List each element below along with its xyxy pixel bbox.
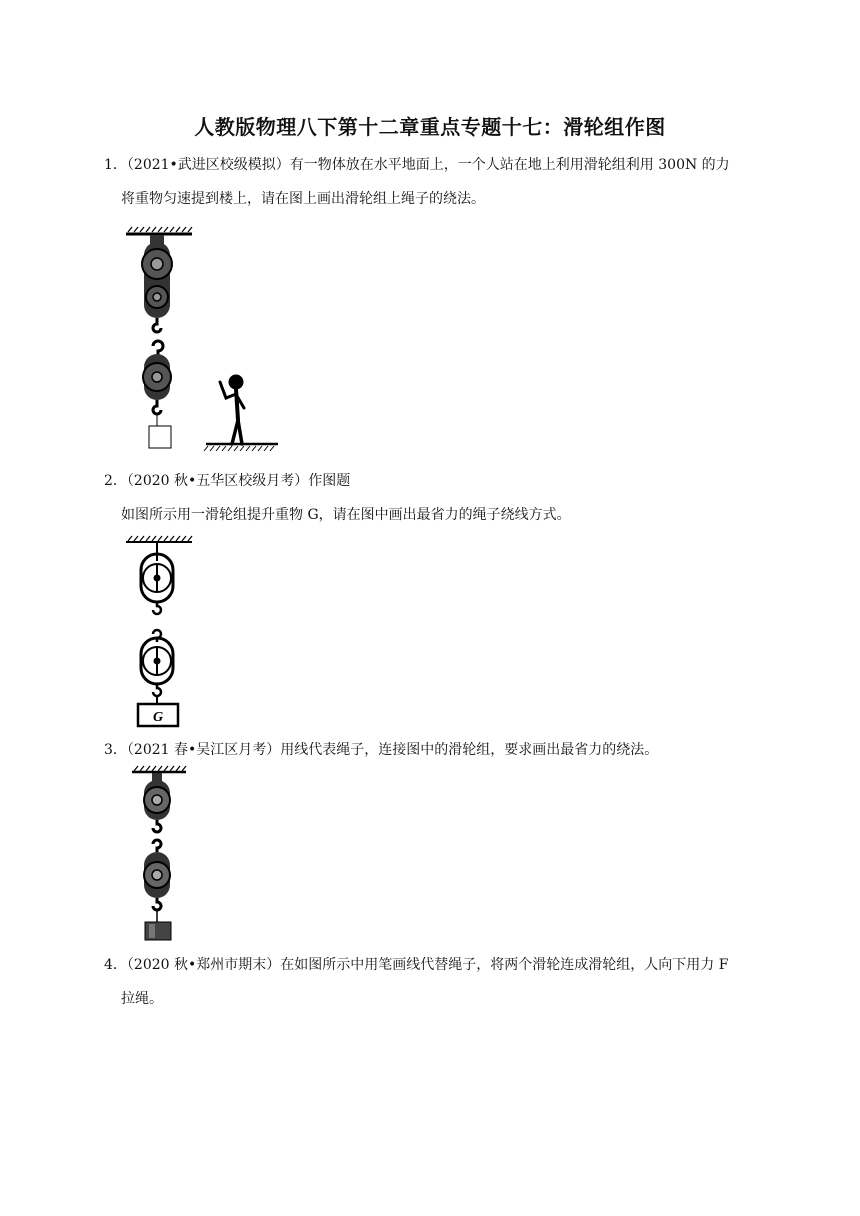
question-4-number: 4．	[104, 957, 127, 973]
load-block	[145, 922, 171, 940]
fixed-pulley	[141, 543, 173, 614]
ceiling-hatch	[126, 227, 192, 234]
movable-pulley	[144, 840, 170, 922]
question-1-text-2: 将重物匀速提到楼上，请在图上画出滑轮组上绳子的绕法。	[121, 191, 485, 207]
page-title: 人教版物理八下第十二章重点专题十七：滑轮组作图	[194, 115, 666, 139]
ceiling-hatch	[132, 766, 186, 772]
ceiling-hatch	[126, 536, 192, 542]
question-1-text-1: （2021•武进区校级模拟）有一物体放在水平地面上，一个人站在地上利用滑轮组利用 300N 的力	[126, 157, 730, 173]
question-4-text-1: （2020 秋•郑州市期末）在如图所示中用笔画线代替绳子，将两个滑轮连成滑轮组，人向下用力 F	[126, 957, 729, 973]
weight-label: G	[152, 710, 164, 725]
ground-hatch	[204, 444, 278, 451]
weight-g	[138, 704, 178, 726]
movable-pulley	[141, 630, 173, 704]
question-3-text-1: （2021 春•吴江区月考）用线代表绳子，连接图中的滑轮组，要求画出最省力的绕法。	[126, 742, 659, 758]
question-1-line-1	[104, 156, 730, 174]
question-1-number: 1．	[104, 157, 127, 173]
fixed-pulley	[144, 773, 170, 832]
question-2-line-1	[104, 472, 350, 490]
person-figure	[220, 375, 244, 444]
figure-2-pulley-system	[120, 534, 200, 730]
question-4-text-2: 拉绳。	[121, 991, 163, 1007]
load-box	[149, 426, 171, 448]
question-2-text-2: 如图所示用一滑轮组提升重物 G，请在图中画出最省力的绳子绕线方式。	[121, 507, 571, 523]
figure-1-pulley-system	[120, 222, 285, 454]
question-2-text-1: （2020 秋•五华区校级月考）作图题	[126, 473, 351, 489]
movable-pulley	[143, 341, 171, 426]
question-3-number: 3．	[104, 742, 127, 758]
fixed-pulley-block	[142, 235, 172, 332]
figure-3-pulley-system	[128, 764, 198, 944]
question-2-number: 2．	[104, 473, 127, 489]
question-4-line-1	[104, 956, 728, 974]
question-3-line-1	[104, 741, 658, 759]
